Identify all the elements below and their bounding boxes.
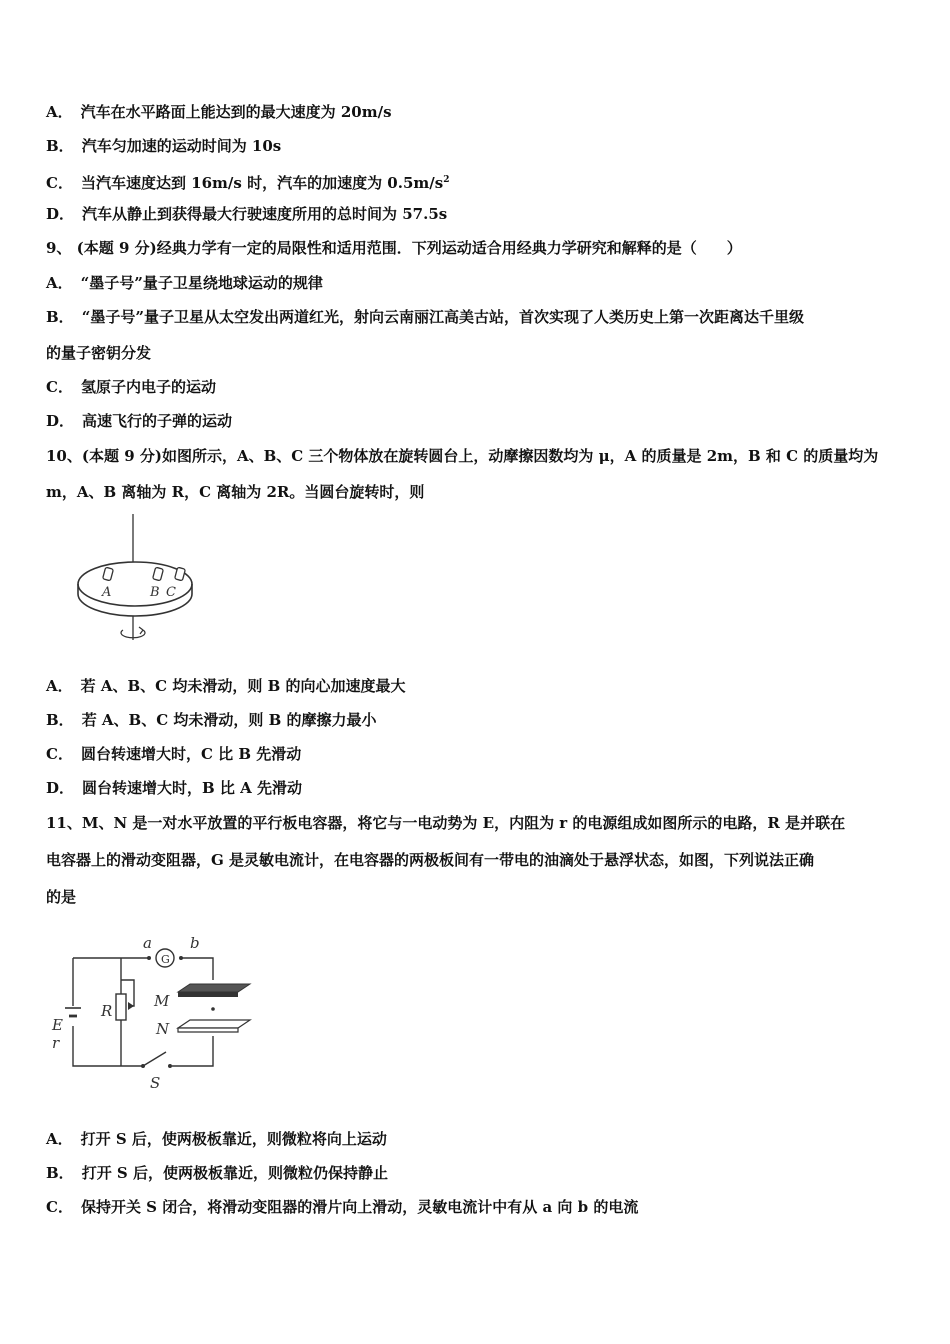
option-text: 若 A、B、C 均未滑动，则 B 的摩擦力最小 xyxy=(81,711,377,729)
option-label: A． xyxy=(46,1130,73,1148)
option-text: 若 A、B、C 均未滑动，则 B 的向心加速度最大 xyxy=(80,677,406,695)
option-text: 圆台转速增大时，B 比 A 先滑动 xyxy=(82,779,302,797)
q9-stem: 9、 (本题 9 分)经典力学有一定的局限性和适用范围．下列运动适合用经典力学研究和解释的是（ ） xyxy=(46,239,742,257)
circuit-figure xyxy=(48,934,258,1094)
option-label: B． xyxy=(46,308,74,326)
option-text: 圆台转速增大时，C 比 B 先滑动 xyxy=(80,745,302,763)
option-text: 汽车从静止到获得最大行驶速度所用的总时间为 57.5s xyxy=(82,205,448,223)
label-e: E xyxy=(52,1016,63,1034)
label-m: M xyxy=(154,992,170,1010)
node-b xyxy=(179,956,183,960)
q10-option-d xyxy=(46,778,302,798)
label-b: b xyxy=(190,934,200,952)
q9-option-c xyxy=(46,377,216,397)
option-text: 汽车匀加速的运动时间为 10s xyxy=(81,137,282,155)
plate-n-side xyxy=(178,1028,238,1032)
option-text: 保持开关 S 闭合，将滑动变阻器的滑片向上滑动，灵敏电流计中有从 a 向 b 的电流 xyxy=(80,1198,639,1216)
slider-arrow-icon xyxy=(128,1002,134,1010)
wire-left-lower xyxy=(73,1026,143,1066)
superscript: 2 xyxy=(443,175,450,185)
q8-option-c xyxy=(46,170,449,193)
q8-option-b xyxy=(46,136,281,156)
label-a: A xyxy=(102,585,112,600)
q11-option-b xyxy=(46,1163,388,1183)
switch-node-right xyxy=(168,1064,172,1068)
label-r-resistor: R xyxy=(101,1002,113,1020)
q11-option-c xyxy=(46,1197,638,1217)
rotation-arrowhead-icon xyxy=(139,627,143,634)
plate-m-top xyxy=(178,984,250,992)
option-label: D． xyxy=(46,412,75,430)
q11-stem-line2: 电容器上的滑动变阻器，G 是灵敏电流计，在电容器的两极板间有一带电的油滴处于悬浮状态，如图，下列说法正确 xyxy=(46,851,815,869)
option-label: C． xyxy=(46,174,73,192)
option-label: B． xyxy=(46,711,74,729)
q9-option-b xyxy=(46,307,804,327)
option-label: C． xyxy=(46,745,73,763)
q9-option-b-cont xyxy=(46,343,151,363)
option-text: “墨子号”量子卫星绕地球运动的规律 xyxy=(80,274,323,292)
label-n: N xyxy=(156,1020,170,1038)
label-a: a xyxy=(143,934,152,952)
q8-option-d xyxy=(46,204,447,224)
q10-option-b xyxy=(46,710,377,730)
q8-option-a xyxy=(46,102,392,122)
label-r-internal: r xyxy=(52,1034,60,1052)
q10-option-a xyxy=(46,676,405,696)
q11-option-a xyxy=(46,1129,387,1149)
option-text: 汽车在水平路面上能达到的最大速度为 20m/s xyxy=(80,103,392,121)
option-label: C． xyxy=(46,1198,73,1216)
option-text: 打开 S 后，使两极板靠近，则微粒仍保持静止 xyxy=(81,1164,388,1182)
q10-option-c xyxy=(46,744,301,764)
q9-option-d xyxy=(46,411,232,431)
option-label: A． xyxy=(46,103,73,121)
q11-stem-line3: 的是 xyxy=(46,888,77,906)
option-label: B． xyxy=(46,1164,74,1182)
label-g: G xyxy=(161,953,170,966)
option-text: 当汽车速度达到 16m/s 时，汽车的加速度为 0.5m/s xyxy=(80,174,444,192)
q11-stem-line1: 11、M、N 是一对水平放置的平行板电容器，将它与一电动势为 E，内阻为 r 的电源组成如图所示的电路，R 是并联在 xyxy=(46,814,846,832)
option-text: “墨子号”量子卫星从太空发出两道红光，射向云南丽江高美古站，首次实现了人类历史上第一次距离达千里级 xyxy=(81,308,804,326)
resistor-r xyxy=(116,994,126,1020)
option-label: B． xyxy=(46,137,74,155)
plate-n-top xyxy=(178,1020,250,1028)
q10-stem-line2: m，A、B 离轴为 R，C 离轴为 2R。当圆台旋转时，则 xyxy=(46,483,425,501)
switch-blade xyxy=(143,1052,166,1066)
label-b: B xyxy=(150,585,160,600)
option-text: 打开 S 后，使两极板靠近，则微粒将向上运动 xyxy=(80,1130,387,1148)
option-label: C． xyxy=(46,378,73,396)
oil-droplet xyxy=(211,1007,215,1011)
label-c: C xyxy=(166,585,176,600)
rotating-disk-figure xyxy=(60,512,210,652)
node-a xyxy=(147,956,151,960)
option-text: 高速飞行的子弹的运动 xyxy=(82,412,233,430)
option-label: A． xyxy=(46,274,73,292)
option-label: D． xyxy=(46,779,75,797)
switch-node-left xyxy=(141,1064,145,1068)
option-label: A． xyxy=(46,677,73,695)
option-label: D． xyxy=(46,205,75,223)
q9-option-a xyxy=(46,273,323,293)
option-text: 氢原子内电子的运动 xyxy=(80,378,216,396)
label-s: S xyxy=(150,1074,161,1092)
plate-m-side xyxy=(178,992,238,997)
option-text: 的量子密钥分发 xyxy=(46,344,152,362)
wire-bottom-right xyxy=(172,1036,213,1066)
q10-stem-line1: 10、(本题 9 分)如图所示，A、B、C 三个物体放在旋转圆台上，动摩擦因数均为 μ，A 的质量是 2m，B 和 C 的质量均为 xyxy=(46,447,879,465)
wire-top-right xyxy=(182,958,213,980)
